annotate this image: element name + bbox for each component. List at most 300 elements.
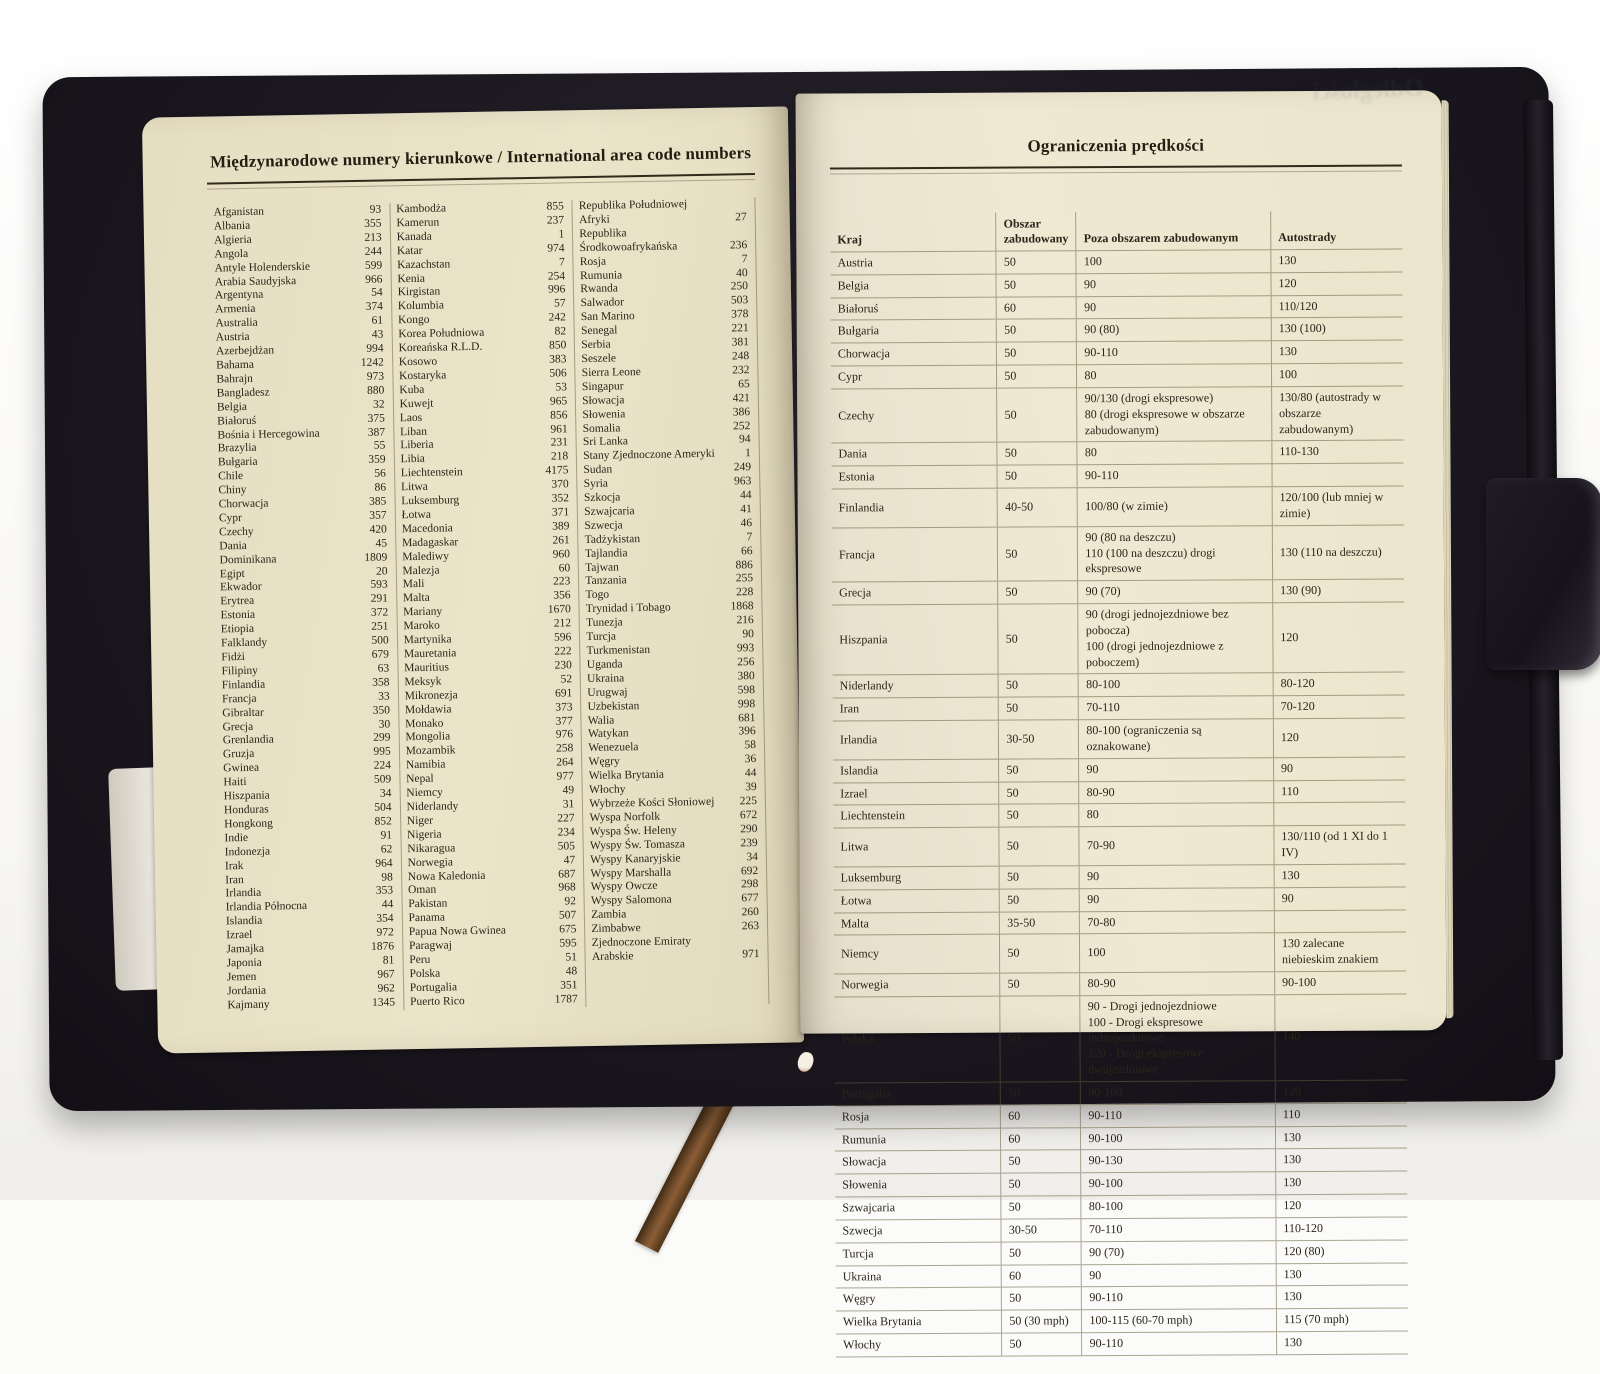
speed-table-row	[831, 318, 1403, 344]
country-code: 506	[549, 367, 567, 380]
speed-table-row	[833, 672, 1405, 698]
country-name: Monako	[405, 717, 444, 730]
country-code: 58	[744, 739, 757, 752]
country-code: 224	[373, 759, 392, 773]
country-name: Filipiny	[221, 664, 259, 678]
country-code: 236	[729, 238, 748, 252]
country-code: 45	[375, 537, 388, 550]
country-code: 966	[365, 273, 383, 286]
country-name: Mołdawia	[404, 703, 452, 716]
country-name: Syria	[583, 477, 609, 491]
country-code: 91	[380, 829, 393, 842]
country-code: 976	[555, 728, 574, 742]
country-name: Hongkong	[224, 817, 273, 831]
country-code: 993	[736, 642, 755, 655]
cell-obszar-zabudowany: 50	[998, 604, 1078, 675]
cell-poza-obszarem: 90 (70)	[1082, 1240, 1277, 1264]
country-name: Wyspy Św. Tomasza	[589, 838, 686, 852]
cell-obszar-zabudowany: 50	[1000, 973, 1080, 996]
country-code: 352	[551, 492, 570, 505]
country-name: Korea Południowa	[398, 326, 485, 341]
country-code: 248	[731, 350, 750, 363]
country-code: 218	[550, 450, 569, 463]
cell-obszar-zabudowany: 50	[998, 581, 1078, 604]
country-name: Mikronezja	[404, 689, 458, 702]
country-code: 675	[559, 923, 577, 936]
cell-kraj: Estonia	[831, 465, 997, 489]
country-name: Urugwaj	[587, 686, 628, 699]
country-code: 507	[558, 909, 577, 922]
speed-table-row	[833, 780, 1405, 806]
country-name: Mongolia	[405, 730, 451, 744]
country-code: 372	[370, 606, 389, 620]
cell-poza-obszarem: 90 - Drogi jednojezdniowe 100 - Drogi ekspresowe jednojezdniowe 120 - Drogi ekspresowe dwujezdniowe	[1080, 995, 1275, 1082]
speed-table-row	[831, 340, 1403, 366]
cell-autostrady: 130/110 (od 1 XI do 1 IV)	[1274, 825, 1406, 864]
country-name: Gibraltar	[222, 706, 264, 720]
country-name: Chorwacja	[218, 497, 269, 511]
cell-autostrady: 120	[1271, 272, 1403, 296]
country-name: Tanzania	[585, 574, 627, 588]
country-code: 258	[555, 742, 574, 755]
cell-poza-obszarem: 100	[1076, 250, 1271, 274]
cell-poza-obszarem: 80-90	[1080, 972, 1275, 996]
country-name: Kanada	[396, 230, 432, 244]
cell-kraj: Łotwa	[834, 889, 1000, 913]
country-name: Mauretania	[403, 647, 457, 661]
cell-kraj: Wielka Brytania	[836, 1310, 1002, 1334]
cell-autostrady: 90-100	[1275, 971, 1407, 995]
cell-poza-obszarem: 90-100	[1081, 1081, 1276, 1105]
country-name: Katar	[396, 244, 423, 257]
cell-obszar-zabudowany: 50	[997, 465, 1077, 488]
country-name: Fidżi	[221, 650, 246, 664]
cell-autostrady: 140	[1275, 994, 1407, 1081]
country-name: Irak	[224, 859, 244, 872]
country-code: 420	[369, 523, 387, 536]
cell-autostrady: 110	[1274, 780, 1406, 804]
speed-table-row	[834, 971, 1406, 997]
speed-table-row	[831, 295, 1403, 321]
country-code: 232	[732, 364, 750, 377]
country-name: Antyle Holenderskie	[214, 260, 311, 275]
country-name: Wenezuela	[588, 741, 639, 755]
cell-obszar-zabudowany: 60	[1001, 1127, 1081, 1150]
cell-obszar-zabudowany: 60	[1002, 1264, 1082, 1287]
country-code: 263	[741, 920, 760, 933]
speed-table-row	[834, 910, 1406, 936]
cell-autostrady: 130 (90)	[1273, 579, 1405, 603]
cell-obszar-zabudowany: 50	[998, 674, 1078, 697]
cell-kraj: Niderlandy	[833, 675, 999, 699]
country-code: 385	[368, 495, 387, 508]
cell-obszar-zabudowany: 35-50	[1000, 911, 1080, 934]
country-code: 98	[381, 870, 393, 884]
right-page-content	[796, 74, 1449, 1373]
speed-table-row	[833, 718, 1405, 760]
cell-autostrady: 115 (70 mph)	[1276, 1308, 1408, 1332]
cell-poza-obszarem: 100	[1080, 933, 1275, 973]
country-code: 86	[374, 481, 387, 494]
country-name: Szkocja	[583, 491, 621, 505]
col-header-obszar-zabudowany: Obszar zabudowany	[996, 212, 1076, 251]
country-code: 82	[554, 325, 567, 338]
right-title-rule	[830, 165, 1402, 170]
cell-kraj: Białoruś	[831, 297, 997, 321]
country-code: 973	[366, 370, 385, 383]
country-name: Zjednoczone Emiraty Arabskie	[591, 935, 692, 963]
country-name: Libia	[400, 453, 425, 466]
country-code: 261	[552, 534, 570, 547]
cell-poza-obszarem: 90 (80 na deszczu) 110 (100 na deszczu) drogi ekspresowe	[1078, 525, 1273, 581]
country-name: Niderlandy	[406, 800, 459, 814]
country-code: 994	[366, 342, 384, 355]
country-name: Mozambik	[405, 744, 456, 758]
country-name: Szwajcaria	[584, 505, 635, 518]
country-code: 856	[550, 408, 568, 422]
country-code: 850	[548, 339, 567, 352]
country-code: 996	[547, 283, 566, 297]
cell-obszar-zabudowany: 50	[999, 697, 1079, 720]
speed-table-row	[835, 1148, 1407, 1174]
country-name: Wyspa Norfolk	[589, 810, 661, 824]
cell-kraj: Belgia	[830, 274, 996, 298]
country-name: Meksyk	[404, 675, 442, 689]
cell-poza-obszarem: 80-90	[1079, 780, 1274, 804]
country-name: Malezja	[402, 564, 440, 577]
cell-poza-obszarem: 90-100	[1081, 1172, 1276, 1196]
country-code: 672	[739, 808, 758, 822]
cell-poza-obszarem: 90	[1080, 887, 1275, 911]
country-code: 41	[740, 503, 752, 516]
country-name: Wyspy Salomona	[590, 893, 672, 908]
cell-autostrady: 130	[1275, 1126, 1407, 1150]
country-name: Iran	[225, 873, 244, 886]
country-code: 231	[550, 436, 569, 450]
country-code: 63	[377, 662, 390, 675]
country-name: Watykan	[587, 727, 629, 741]
cell-kraj: Grecja	[832, 581, 998, 605]
country-code: 53	[555, 381, 568, 394]
country-name: Kosowo	[398, 355, 438, 369]
speed-table-row	[833, 757, 1405, 783]
country-name: Albania	[213, 219, 251, 233]
speed-table-row	[831, 386, 1403, 443]
country-name: Egipt	[219, 567, 245, 580]
cell-kraj: Czechy	[831, 388, 997, 443]
country-code: 998	[737, 697, 756, 711]
country-code: 598	[737, 683, 756, 697]
country-name: Kuba	[399, 383, 425, 397]
cell-poza-obszarem: 90-100	[1081, 1126, 1276, 1150]
cell-obszar-zabudowany: 50	[999, 758, 1079, 781]
cell-kraj: Hiszpania	[832, 604, 998, 675]
country-name: Sierra Leone	[581, 365, 641, 379]
cell-autostrady: 100	[1271, 363, 1403, 387]
country-code: 34	[379, 787, 392, 800]
cell-kraj: Szwecja	[835, 1219, 1001, 1243]
country-name: Nikaragua	[407, 842, 456, 855]
country-code: 370	[551, 478, 569, 491]
country-name: Norwegia	[407, 855, 454, 869]
cell-autostrady: 130	[1276, 1285, 1408, 1309]
country-code: 60	[558, 561, 571, 575]
country-code: 692	[740, 864, 759, 877]
country-code: 216	[736, 614, 754, 627]
country-name: Łotwa	[401, 508, 432, 522]
country-code: 242	[548, 311, 566, 324]
cell-kraj: Irlandia	[833, 720, 999, 760]
country-code: 855	[546, 200, 564, 213]
speed-table-row	[836, 1240, 1408, 1266]
cell-obszar-zabudowany: 50	[1001, 1196, 1081, 1219]
country-code: 504	[374, 801, 392, 814]
country-code: 299	[373, 731, 391, 745]
country-code: 250	[730, 280, 749, 293]
country-code: 27	[735, 211, 747, 224]
cell-autostrady: 130	[1276, 1331, 1408, 1355]
country-code: 355	[364, 217, 382, 230]
cell-autostrady: 130	[1274, 864, 1406, 888]
country-code: 251	[371, 620, 389, 633]
cell-poza-obszarem: 80-100	[1079, 673, 1274, 697]
speed-table-row	[833, 695, 1405, 721]
country-code: 964	[375, 857, 393, 870]
country-code: 967	[377, 968, 395, 981]
cell-autostrady: 130 (110 na deszczu)	[1272, 525, 1404, 580]
country-code: 92	[564, 895, 577, 908]
country-name: Mauritius	[404, 661, 450, 675]
country-code: 852	[374, 815, 392, 828]
cell-autostrady: 110-120	[1276, 1217, 1408, 1241]
country-code: 290	[740, 822, 758, 836]
country-name: Salwador	[580, 296, 625, 310]
cell-autostrady: 120	[1275, 1080, 1407, 1104]
cell-poza-obszarem: 90	[1080, 865, 1275, 889]
country-code: 4175	[545, 464, 569, 477]
country-name: Ukraina	[586, 672, 625, 685]
cell-autostrady: 130 zalecane niebieskim znakiem	[1274, 932, 1406, 971]
cell-kraj: Włochy	[836, 1333, 1002, 1357]
cell-poza-obszarem: 90-110	[1082, 1332, 1277, 1356]
cell-poza-obszarem: 80	[1077, 364, 1272, 388]
country-name: Jemen	[226, 970, 257, 984]
speed-table-row	[832, 602, 1404, 675]
area-code-entry	[410, 993, 578, 1010]
country-code: 7	[746, 530, 753, 543]
country-code: 396	[738, 725, 756, 738]
country-name: Armenia	[215, 303, 256, 316]
country-name: Litwa	[400, 480, 428, 494]
country-code: 962	[377, 982, 395, 995]
cell-obszar-zabudowany: 40-50	[997, 488, 1077, 527]
country-name: Włochy	[588, 783, 626, 797]
speed-table-row	[836, 1308, 1408, 1334]
cell-obszar-zabudowany: 50	[999, 866, 1079, 889]
country-name: Haiti	[223, 776, 247, 789]
cell-kraj: Portugalia	[835, 1082, 1001, 1106]
cell-autostrady: 110	[1275, 1103, 1407, 1127]
cell-poza-obszarem: 90	[1077, 295, 1272, 319]
country-name: Kuwejt	[399, 397, 434, 410]
country-code: 44	[381, 898, 394, 911]
cell-autostrady: 70-120	[1273, 695, 1405, 719]
country-code: 350	[372, 704, 391, 717]
country-code: 1787	[554, 992, 578, 1006]
cell-autostrady	[1274, 802, 1406, 826]
cell-obszar-zabudowany: 50	[998, 526, 1078, 581]
country-code: 371	[551, 506, 570, 519]
cell-kraj: Litwa	[833, 827, 999, 867]
speed-table-row	[833, 802, 1405, 828]
country-code: 353	[375, 884, 394, 898]
country-name: Namibia	[405, 758, 446, 772]
country-name: San Marino	[580, 310, 635, 324]
cell-obszar-zabudowany: 50	[999, 781, 1079, 804]
cell-poza-obszarem: 90	[1082, 1263, 1277, 1287]
country-name: Martynika	[403, 633, 452, 647]
cell-autostrady: 110/120	[1271, 295, 1403, 319]
country-code: 389	[552, 520, 570, 533]
country-name: Islandia	[225, 914, 263, 928]
country-code: 1670	[547, 603, 571, 616]
cell-poza-obszarem: 90	[1079, 757, 1274, 781]
country-name: Hiszpania	[223, 789, 270, 803]
country-code: 55	[373, 439, 386, 453]
country-name: Stany Zjednoczone Ameryki	[583, 448, 715, 463]
country-code: 212	[553, 617, 572, 630]
cell-obszar-zabudowany: 50	[1000, 996, 1081, 1083]
country-name: Republika Południowej Afryki	[578, 198, 688, 226]
country-name: Indie	[224, 831, 249, 845]
country-code: 375	[367, 412, 385, 425]
country-code: 1345	[371, 996, 396, 1009]
country-name: Ekwador	[219, 581, 262, 594]
country-code: 252	[733, 419, 751, 432]
country-name: Francja	[221, 692, 257, 706]
country-code: 974	[547, 242, 565, 255]
country-code: 1809	[364, 551, 388, 564]
cell-autostrady: 120	[1273, 602, 1405, 673]
country-name: Grenlandia	[222, 733, 274, 747]
country-code: 222	[554, 645, 572, 658]
cell-kraj: Niemcy	[834, 934, 1000, 974]
country-code: 593	[370, 578, 388, 592]
country-name: Japonia	[226, 956, 262, 970]
country-name: Walia	[587, 714, 615, 727]
speed-table-row	[831, 463, 1403, 489]
col-header-poza-obszarem: Poza obszarem zabudowanym	[1076, 211, 1271, 251]
col-header-autostrady: Autostrady	[1271, 211, 1403, 250]
area-code-entry	[579, 197, 747, 228]
country-name: Irlandia Północna	[225, 900, 308, 914]
country-name: Wielka Brytania	[588, 768, 665, 783]
cell-autostrady: 120	[1273, 718, 1405, 757]
country-name: Laos	[399, 411, 423, 424]
country-code: 33	[378, 690, 390, 703]
country-code: 65	[738, 377, 750, 391]
country-name: Serbia	[581, 338, 611, 352]
cell-poza-obszarem: 80-100 (ograniczenia są oznakowane)	[1079, 719, 1274, 759]
cell-poza-obszarem: 90-110	[1077, 341, 1272, 365]
country-name: Austria	[215, 331, 250, 344]
area-code-entry	[591, 920, 759, 937]
country-code: 599	[364, 259, 383, 272]
country-code: 961	[550, 422, 568, 436]
country-code: 34	[746, 850, 758, 863]
speed-table-row	[836, 1285, 1408, 1311]
country-name: Bahama	[216, 358, 255, 372]
country-name: Wyspy Kanaryjskie	[590, 852, 681, 866]
country-code: 62	[380, 843, 393, 856]
country-code: 244	[364, 245, 383, 258]
country-code: 503	[730, 294, 749, 307]
country-name: Jamajka	[226, 942, 265, 956]
country-name: Kolumbia	[397, 299, 444, 313]
country-name: Mariany	[403, 605, 443, 619]
country-name: Chile	[218, 470, 244, 483]
country-name: Peru	[409, 953, 431, 967]
country-name: Gruzja	[222, 748, 255, 761]
cell-kraj: Francja	[832, 527, 998, 582]
country-name: Bośnia i Hercegowina	[217, 427, 320, 441]
cell-autostrady: 90	[1273, 757, 1405, 781]
cell-poza-obszarem: 70-110	[1081, 1218, 1276, 1242]
country-name: Kongo	[398, 313, 430, 327]
country-name: Portugalia	[409, 981, 458, 994]
country-code: 358	[372, 676, 390, 689]
country-code: 505	[557, 839, 576, 853]
country-code: 51	[565, 951, 578, 964]
country-name: Honduras	[223, 803, 269, 817]
country-name: Malta	[402, 592, 430, 605]
cell-autostrady: 120 (80)	[1276, 1240, 1408, 1264]
country-code: 354	[376, 912, 394, 925]
cell-obszar-zabudowany: 30-50	[999, 720, 1079, 759]
country-name: Seszele	[581, 352, 617, 366]
country-code: 36	[744, 753, 757, 766]
country-code: 213	[364, 231, 382, 244]
cell-obszar-zabudowany: 50	[996, 274, 1076, 297]
country-name: Sri Lanka	[582, 435, 629, 449]
cell-kraj: Polska	[834, 996, 1000, 1083]
area-code-column-2	[390, 200, 587, 1010]
country-name: Turcja	[586, 630, 617, 644]
country-code: 387	[367, 426, 386, 439]
country-code: 7	[558, 255, 565, 269]
country-name: Republika Środkowoafrykańska	[579, 227, 678, 254]
cell-poza-obszarem: 100-115 (60-70 mph)	[1082, 1309, 1277, 1333]
cell-poza-obszarem: 90 (80)	[1077, 318, 1272, 342]
country-name: Singapur	[581, 380, 624, 393]
cell-obszar-zabudowany: 50	[1001, 1082, 1081, 1105]
speed-table-row	[835, 1171, 1407, 1197]
country-name: Luksemburg	[401, 494, 460, 508]
country-name: Irlandia	[225, 887, 262, 900]
country-name: Wyspa Św. Heleny	[589, 824, 677, 838]
country-name: Bułgaria	[217, 456, 258, 469]
country-name: Nepal	[406, 772, 434, 786]
country-code: 90	[742, 628, 755, 641]
cell-autostrady: 130	[1276, 1263, 1408, 1287]
cell-obszar-zabudowany: 50 (30 mph)	[1002, 1310, 1082, 1333]
cell-autostrady	[1272, 463, 1404, 487]
country-code: 52	[560, 673, 573, 686]
country-code: 66	[740, 544, 753, 557]
speed-table-row	[834, 994, 1406, 1083]
country-name: Sudan	[583, 463, 613, 477]
country-name: Koreańska R.L.D.	[398, 340, 483, 355]
